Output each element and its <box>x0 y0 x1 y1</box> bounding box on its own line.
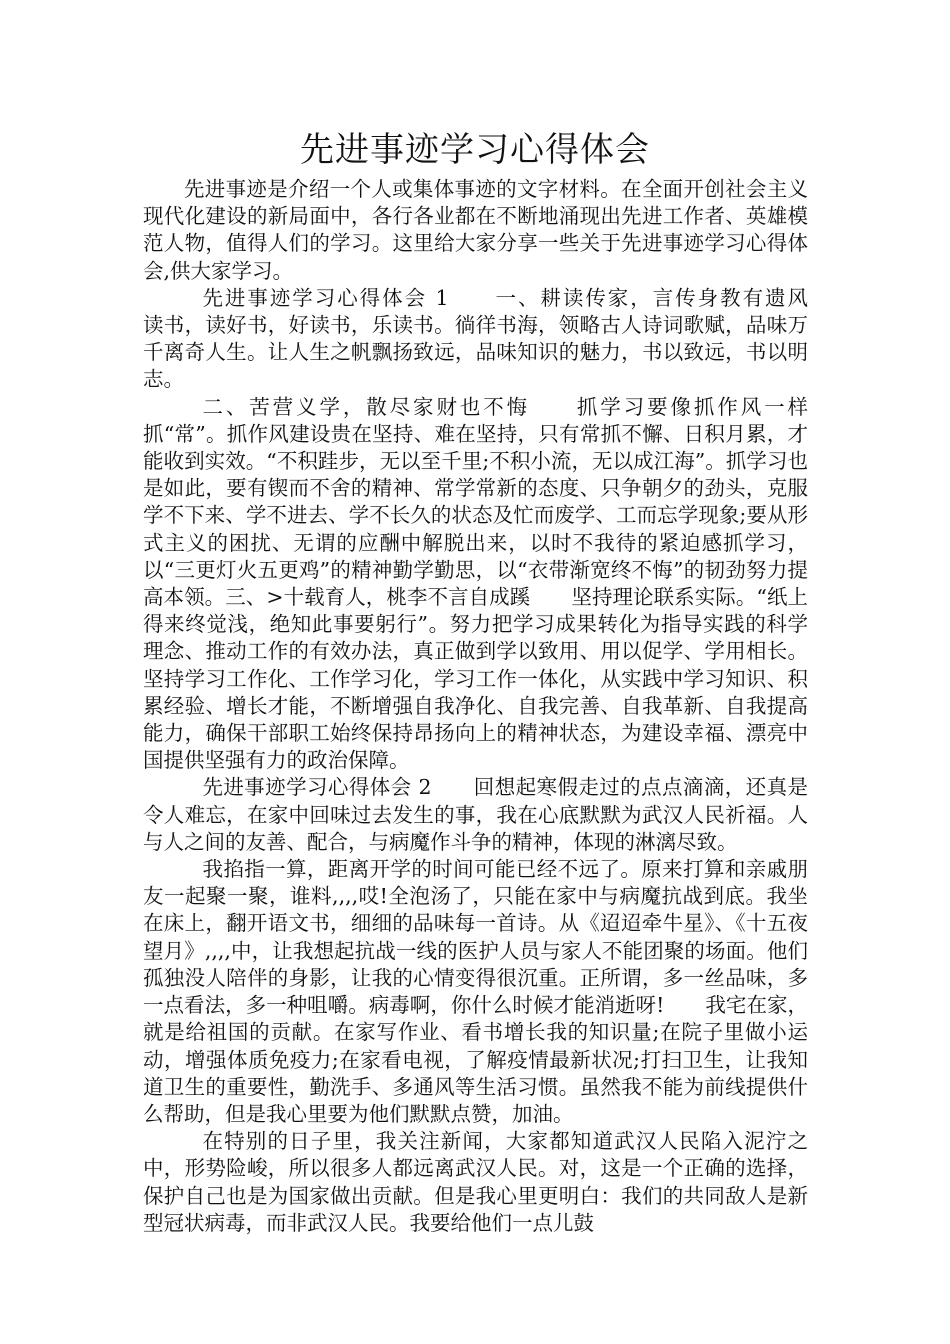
document-title: 先进事迹学习心得体会 <box>300 130 650 170</box>
paragraph-section-2-3: 二、苦营义学，散尽家财也不悔 抓学习要像抓作风一样抓“常”。抓作风建设贵在坚持、难在坚持，只有常抓不懈、日积月累，才能收到实效。“不积跬步，无以至千里;不积小流，无以成江海”。抓学习也是如此，要有锲而不舍的精神、常学常新的态度、只争朝夕的劲头，克服学不下来、学不进去、学不长久的状态及忙而废学、工而忘学现象;要从形式主义的困扰、无谓的应酬中解脱出来，以时不我待的紧迫感抓学习，以“三更灯火五更鸡”的精神勤学勤思，以“衣带渐宽终不悔”的韧劲努力提高本领。三、>十载育人，桃李不言自成蹊 坚持理论联系实际。“纸上得来终觉浅，绝知此事要躬行”。努力把学习成果转化为指导实践的科学理念、推动工作的有效办法，真正做到学以致用、用以促学、学用相长。坚持学习工作化、工作学习化，学习工作一体化，从实践中学习知识、积累经验、增长才能，不断增强自我净化、自我完善、自我革新、自我提高能力，确保干部职工始终保持昂扬向上的精神状态，为建设幸福、漂亮中国提供坚强有力的政治保障。 <box>143 394 808 773</box>
paragraph-essay-2-body: 我掐指一算，距离开学的时间可能已经不远了。原来打算和亲戚朋友一起聚一聚，谁料,,,,哎!全泡汤了，只能在家中与病魔抗战到底。我坐在床上，翻开语文书，细细的品味每一首诗。从《迢迢牵牛星》、《十五夜望月》,,,,中，让我想起抗战一线的医护人员与家人不能团聚的场面。他们孤独没人陪伴的身影，让我的心情变得很沉重。正所谓，多一丝品味，多一点看法，多一种咀嚼。病毒啊，你什么时候才能消逝呀! 我宅在家，就是给祖国的贡献。在家写作业、看书增长我的知识量;在院子里做小运动，增强体质免疫力;在家看电视，了解疫情最新状况;打扫卫生，让我知道卫生的重要性，勤洗手、多通风等生活习惯。虽然我不能为前线提供什么帮助，但是我心里要为他们默默点赞，加油。 <box>143 857 808 1126</box>
document-body <box>143 176 849 1237</box>
paragraph-intro: 先进事迹是介绍一个人或集体事迹的文字材料。在全面开创社会主义现代化建设的新局面中，各行各业都在不断地涌现出先进工作者、英雄模范人物，值得人们的学习。这里给大家分享一些关于先进事迹学习心得体会,供大家学习。 <box>143 177 808 283</box>
paragraph-essay-2-intro: 先进事迹学习心得体会 2 回想起寒假走过的点点滴滴，还真是令人难忘，在家中回味过去发生的事，我在心底默默为武汉人民祈福。人与人之间的友善、配合，与病魔作斗争的精神，体现的淋漓尽致。 <box>143 775 808 854</box>
paragraph-section-1: 先进事迹学习心得体会 1 一、耕读传家，言传身教有遗风 读书，读好书，好读书，乐读书。徜徉书海，领略古人诗词歌赋，品味万千离奇人生。让人生之帆飘扬致远，品味知识的魅力，书以致远，书以明志。 <box>143 285 849 392</box>
paragraph-essay-2-news: 在特别的日子里，我关注新闻，大家都知道武汉人民陷入泥泞之中，形势险峻，所以很多人都远离武汉人民。对，这是一个正确的选择，保护自己也是为国家做出贡献。但是我心里更明白：我们的共同敌人是新型冠状病毒，而非武汉人民。我要给他们一点儿鼓 <box>143 1129 808 1235</box>
